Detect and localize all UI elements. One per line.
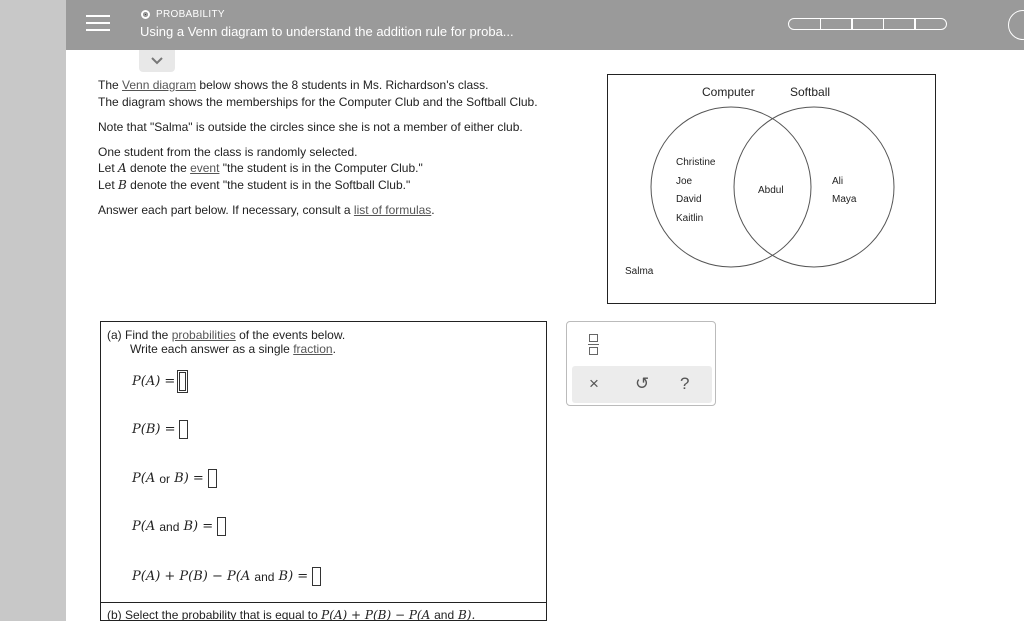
venn-diagram xyxy=(607,74,936,304)
account-button[interactable] xyxy=(1008,10,1024,40)
answer-input-p-a[interactable] xyxy=(179,372,186,391)
venn-member: Salma xyxy=(625,266,654,277)
progress-bar xyxy=(788,18,946,30)
answer-input-p-a-or-b[interactable] xyxy=(208,469,217,488)
venn-member: Kaitlin xyxy=(676,213,704,224)
divider xyxy=(101,602,546,603)
help-icon[interactable]: ? xyxy=(680,374,690,393)
answer-input-p-b[interactable] xyxy=(179,420,188,439)
fraction-icon[interactable] xyxy=(585,331,601,357)
equation-p-a-and-b: P(A and B) = xyxy=(132,517,226,536)
answer-input-p-a-and-b[interactable] xyxy=(217,517,226,536)
answer-toolbar xyxy=(566,321,716,406)
header-bar xyxy=(66,0,1024,50)
computer-circle xyxy=(651,107,811,267)
event-link[interactable]: event xyxy=(190,161,220,175)
topic-label: PROBABILITY xyxy=(141,9,225,20)
progress-segment xyxy=(914,18,947,30)
progress-segment xyxy=(883,18,916,30)
part-a-instructions: (a) Find the probabilities of the events below. Write each answer as a single fraction. xyxy=(107,328,346,356)
page-title: Using a Venn diagram to understand the addition rule for proba... xyxy=(140,24,514,39)
answer-panel xyxy=(100,321,547,621)
undo-icon[interactable]: ↺ xyxy=(635,374,650,393)
fraction-link[interactable]: fraction xyxy=(293,342,333,356)
computer-label: Computer xyxy=(702,85,755,99)
equation-p-a: P(A) = xyxy=(132,372,186,391)
clear-icon[interactable]: × xyxy=(589,374,599,393)
venn-member: Abdul xyxy=(758,185,784,196)
equation-p-b: P(B) = xyxy=(132,420,188,439)
answer-input-addition-rule[interactable] xyxy=(312,567,321,586)
intro-paragraph-3: One student from the class is randomly selected. Let A denote the event "the student is in the Computer Club." Let B denote the event "the student is in the Softball Club." xyxy=(98,144,423,192)
venn-diagram-link[interactable]: Venn diagram xyxy=(122,78,197,92)
probabilities-link[interactable]: probabilities xyxy=(171,328,236,342)
topic-dot-icon xyxy=(141,10,150,19)
venn-member: Ali xyxy=(832,176,844,187)
progress-segment xyxy=(788,18,821,30)
progress-segment xyxy=(820,18,853,30)
part-b-instructions: (b) Select the probability that is equal to P(A) + P(B) − P(A and B). xyxy=(107,608,476,621)
intro-paragraph-2: Note that "Salma" is outside the circles since she is not a member of either club. xyxy=(98,119,523,134)
left-gutter xyxy=(0,0,66,621)
chevron-down-icon xyxy=(151,57,163,65)
menu-icon[interactable] xyxy=(86,11,110,35)
venn-member: David xyxy=(676,194,702,205)
collapse-button[interactable] xyxy=(139,50,175,72)
equation-p-a-or-b: P(A or B) = xyxy=(132,469,217,488)
venn-member: Joe xyxy=(676,176,693,187)
venn-member: Maya xyxy=(832,194,857,205)
equation-addition-rule: P(A) + P(B) − P(A and B) = xyxy=(132,567,321,586)
formulas-link[interactable]: list of formulas xyxy=(353,202,432,217)
softball-label: Softball xyxy=(790,85,831,99)
intro-paragraph-1: The Venn diagram below shows the 8 students in Ms. Richardson's class. The diagram shows the memberships for the Computer Club and the Softball Club. xyxy=(98,78,538,109)
progress-segment xyxy=(851,18,884,30)
tool-row xyxy=(572,366,712,403)
intro-paragraph-4: Answer each part below. If necessary, consult a list of formulas. xyxy=(98,202,435,217)
problem-statement xyxy=(98,77,598,227)
venn-member: Christine xyxy=(676,157,716,168)
